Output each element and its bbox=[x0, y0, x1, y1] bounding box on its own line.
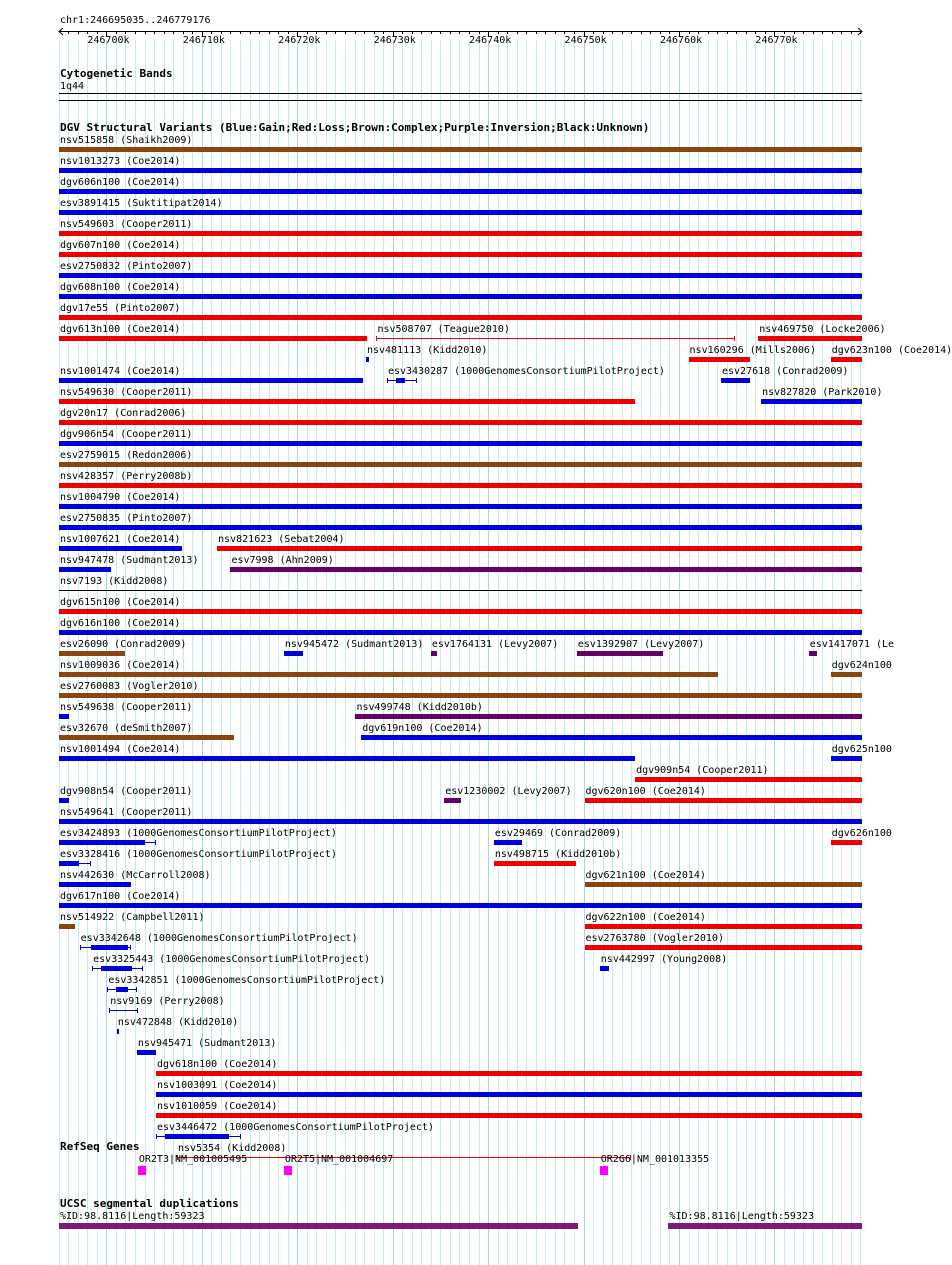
dgv-feature-bar bbox=[59, 882, 131, 887]
dgv-feature-label: dgv908n54 (Cooper2011) bbox=[60, 786, 193, 797]
ruler-tick-label: 246700k bbox=[87, 35, 130, 46]
dgv-feature-label: nsv428357 (Perry2008b) bbox=[60, 471, 193, 482]
segdup-label: %ID:98.8116|Length:59323 bbox=[669, 1211, 814, 1222]
dgv-feature-bar bbox=[156, 1113, 862, 1118]
dgv-feature-label: esv29469 (Conrad2009) bbox=[494, 828, 622, 839]
dgv-feature-label: nsv1007621 (Coe2014) bbox=[60, 534, 181, 545]
ruler-tick-label: 246710k bbox=[182, 35, 225, 46]
dgv-feature-label: nsv1010059 (Coe2014) bbox=[157, 1101, 278, 1112]
dgv-feature-bar bbox=[689, 357, 750, 362]
refseq-track-title: RefSeq Genes bbox=[60, 1140, 140, 1153]
dgv-feature-bar bbox=[444, 798, 461, 803]
dgv-feature-bar bbox=[59, 590, 862, 591]
dgv-feature-label: dgv625n100 bbox=[831, 744, 892, 755]
dgv-feature-label: nsv9169 (Perry2008) bbox=[110, 996, 225, 1007]
dgv-feature-bar bbox=[59, 903, 862, 908]
dgv-feature-label: esv3891415 (Suktitipat2014) bbox=[60, 198, 223, 209]
segdup-label: %ID:98.8116|Length:59323 bbox=[60, 1211, 205, 1222]
dgv-feature-span-cap bbox=[136, 987, 137, 992]
dgv-feature-bar bbox=[59, 819, 862, 824]
dgv-feature-label: dgv606n100 (Coe2014) bbox=[60, 177, 181, 188]
dgv-feature-label: dgv621n100 (Coe2014) bbox=[585, 870, 706, 881]
ruler-tick-label: 246750k bbox=[564, 35, 607, 46]
dgv-feature-label: dgv626n100 bbox=[831, 828, 892, 839]
refseq-gene-label: OR2T5|NM_001004697 bbox=[284, 1154, 394, 1165]
dgv-feature-label: nsv1003091 (Coe2014) bbox=[157, 1080, 278, 1091]
dgv-feature-bar bbox=[156, 1071, 862, 1076]
dgv-feature-label: dgv909n54 (Cooper2011) bbox=[636, 765, 769, 776]
dgv-feature-span-cap bbox=[92, 966, 93, 971]
dgv-feature-bar bbox=[577, 651, 663, 656]
dgv-feature-bar bbox=[59, 861, 79, 866]
dgv-feature-span-cap bbox=[90, 861, 91, 866]
dgv-feature-label: esv26090 (Conrad2009) bbox=[60, 639, 187, 650]
dgv-feature-bar bbox=[59, 210, 862, 215]
ruler-tick-label: 246730k bbox=[373, 35, 416, 46]
dgv-feature-label: dgv608n100 (Coe2014) bbox=[60, 282, 181, 293]
dgv-feature-bar bbox=[59, 567, 111, 572]
dgv-feature-label: nsv549641 (Cooper2011) bbox=[60, 807, 193, 818]
dgv-feature-label: esv1764131 (Levy2007) bbox=[431, 639, 559, 650]
dgv-feature-label: nsv469750 (Locke2006) bbox=[759, 324, 886, 335]
dgv-feature-label: esv1230002 (Levy2007) bbox=[445, 786, 572, 797]
dgv-feature-label: dgv620n100 (Coe2014) bbox=[585, 786, 706, 797]
dgv-feature-bar bbox=[230, 567, 862, 572]
dgv-feature-label: dgv622n100 (Coe2014) bbox=[585, 912, 706, 923]
dgv-feature-label: nsv549630 (Cooper2011) bbox=[60, 387, 193, 398]
dgv-feature-label: esv1392907 (Levy2007) bbox=[577, 639, 705, 650]
dgv-feature-label: esv3325443 (1000GenomesConsortiumPilotProject) bbox=[93, 954, 371, 965]
dgv-feature-bar bbox=[721, 378, 750, 383]
dgv-feature-bar bbox=[635, 777, 862, 782]
dgv-feature-label: nsv945471 (Sudmant2013) bbox=[137, 1038, 277, 1049]
refseq-gene-label: OR2G6|NM_001013355 bbox=[600, 1154, 710, 1165]
dgv-feature-bar bbox=[431, 651, 437, 656]
dgv-feature-label: esv2759015 (Redon2006) bbox=[60, 450, 193, 461]
dgv-feature-label: dgv20n17 (Conrad2006) bbox=[60, 408, 187, 419]
dgv-feature-bar bbox=[156, 1092, 862, 1097]
segdup-track-title: UCSC segmental duplications bbox=[60, 1197, 239, 1210]
dgv-feature-bar bbox=[59, 630, 862, 635]
dgv-feature-bar bbox=[59, 651, 125, 656]
dgv-feature-label: dgv616n100 (Coe2014) bbox=[60, 618, 181, 629]
dgv-feature-span-line bbox=[376, 338, 735, 339]
ruler-tick-label: 246720k bbox=[278, 35, 321, 46]
refseq-gene-label: OR2T3|NM_001005495 bbox=[138, 1154, 248, 1165]
dgv-feature-label: nsv1013273 (Coe2014) bbox=[60, 156, 181, 167]
dgv-feature-bar bbox=[59, 924, 75, 929]
dgv-feature-bar bbox=[355, 714, 862, 719]
dgv-feature-label: nsv1001474 (Coe2014) bbox=[60, 366, 181, 377]
dgv-feature-label: dgv619n100 (Coe2014) bbox=[362, 723, 483, 734]
dgv-feature-label: esv3342648 (1000GenomesConsortiumPilotProject) bbox=[80, 933, 358, 944]
refseq-gene-exon bbox=[138, 1166, 147, 1175]
dgv-feature-label: dgv615n100 (Coe2014) bbox=[60, 597, 181, 608]
dgv-feature-bar bbox=[165, 1134, 230, 1139]
dgv-feature-bar bbox=[91, 945, 128, 950]
dgv-feature-label: nsv442997 (Young2008) bbox=[600, 954, 728, 965]
dgv-feature-span-cap bbox=[376, 336, 377, 341]
dgv-feature-bar bbox=[59, 525, 862, 530]
dgv-feature-label: nsv5354 (Kidd2008) bbox=[178, 1143, 287, 1154]
dgv-feature-label: nsv1001494 (Coe2014) bbox=[60, 744, 181, 755]
dgv-feature-label: nsv821623 (Sebat2004) bbox=[218, 534, 345, 545]
refseq-gene-exon bbox=[284, 1166, 293, 1175]
dgv-feature-bar bbox=[59, 315, 862, 320]
dgv-feature-label: esv3328416 (1000GenomesConsortiumPilotProject) bbox=[60, 849, 337, 860]
dgv-feature-span-cap bbox=[137, 1008, 138, 1013]
dgv-feature-label: nsv515858 (Shaikh2009) bbox=[60, 135, 193, 146]
dgv-feature-label: esv32670 (deSmith2007) bbox=[60, 723, 193, 734]
dgv-feature-bar bbox=[137, 1050, 156, 1055]
dgv-feature-label: nsv481113 (Kidd2010) bbox=[366, 345, 488, 356]
dgv-feature-bar bbox=[809, 651, 818, 656]
dgv-feature-label: nsv514922 (Campbell2011) bbox=[60, 912, 205, 923]
dgv-feature-bar bbox=[117, 1029, 119, 1034]
dgv-feature-label: dgv906n54 (Cooper2011) bbox=[60, 429, 193, 440]
cytoband-label: 1q44 bbox=[60, 81, 85, 92]
dgv-feature-label: dgv617n100 (Coe2014) bbox=[60, 891, 181, 902]
dgv-feature-label: nsv508707 (Teague2010) bbox=[377, 324, 510, 335]
dgv-feature-bar bbox=[284, 651, 303, 656]
dgv-feature-bar bbox=[585, 924, 862, 929]
dgv-feature-label: esv3430287 (1000GenomesConsortiumPilotProject) bbox=[387, 366, 665, 377]
dgv-feature-bar bbox=[59, 273, 862, 278]
dgv-feature-span-cap bbox=[130, 945, 131, 950]
dgv-feature-bar bbox=[59, 756, 635, 761]
dgv-feature-bar bbox=[59, 231, 862, 236]
dgv-feature-bar bbox=[59, 378, 363, 383]
segdup-bar bbox=[59, 1223, 578, 1229]
dgv-feature-bar bbox=[585, 945, 862, 950]
dgv-feature-label: nsv947478 (Sudmant2013) bbox=[60, 555, 199, 566]
dgv-feature-bar bbox=[59, 294, 862, 299]
dgv-feature-label: nsv7193 (Kidd2008) bbox=[60, 576, 169, 587]
dgv-feature-span-cap bbox=[109, 1008, 110, 1013]
dgv-track-title: DGV Structural Variants (Blue:Gain;Red:Loss;Brown:Complex;Purple:Inversion;Black:Unknown) bbox=[60, 121, 650, 134]
cytoband-line-bottom bbox=[59, 100, 862, 101]
dgv-feature-span-cap bbox=[80, 945, 81, 950]
dgv-feature-label: nsv549638 (Cooper2011) bbox=[60, 702, 193, 713]
dgv-feature-bar bbox=[585, 882, 862, 887]
dgv-feature-span-cap bbox=[734, 336, 735, 341]
dgv-feature-label: esv2763780 (Vogler2010) bbox=[585, 933, 724, 944]
dgv-feature-bar bbox=[59, 399, 635, 404]
dgv-feature-span-line bbox=[109, 1010, 138, 1011]
dgv-feature-bar bbox=[831, 672, 862, 677]
ruler-tick-label: 246770k bbox=[755, 35, 798, 46]
dgv-feature-bar bbox=[101, 966, 132, 971]
dgv-feature-label: nsv945472 (Sudmant2013) bbox=[284, 639, 424, 650]
dgv-feature-label: nsv499748 (Kidd2010b) bbox=[356, 702, 483, 713]
dgv-feature-bar bbox=[59, 462, 862, 467]
region-label: chr1:246695035..246779176 bbox=[60, 15, 211, 26]
dgv-feature-bar bbox=[59, 483, 862, 488]
dgv-feature-label: esv1417071 (Le bbox=[809, 639, 895, 650]
dgv-feature-bar bbox=[361, 735, 862, 740]
dgv-feature-label: nsv1004790 (Coe2014) bbox=[60, 492, 181, 503]
dgv-feature-bar bbox=[585, 798, 862, 803]
dgv-feature-label: esv3424893 (1000GenomesConsortiumPilotProject) bbox=[60, 828, 337, 839]
segdup-bar bbox=[668, 1223, 862, 1229]
dgv-feature-span-cap bbox=[142, 966, 143, 971]
dgv-feature-label: nsv827820 (Park2010) bbox=[762, 387, 883, 398]
dgv-feature-bar bbox=[59, 693, 862, 698]
dgv-feature-label: nsv160296 (Mills2006) bbox=[689, 345, 816, 356]
dgv-feature-bar bbox=[494, 840, 522, 845]
dgv-feature-bar bbox=[59, 609, 862, 614]
dgv-feature-label: dgv623n100 (Coe2014) bbox=[831, 345, 952, 356]
dgv-feature-bar bbox=[59, 672, 718, 677]
dgv-feature-label: nsv472848 (Kidd2010) bbox=[117, 1017, 239, 1028]
dgv-feature-bar bbox=[59, 504, 862, 509]
dgv-feature-bar bbox=[396, 378, 406, 383]
dgv-feature-bar bbox=[494, 861, 576, 866]
cytoband-line-top bbox=[59, 93, 862, 94]
dgv-feature-span-cap bbox=[416, 378, 417, 383]
dgv-feature-bar bbox=[59, 441, 862, 446]
dgv-feature-span-cap bbox=[240, 1134, 241, 1139]
dgv-feature-bar bbox=[831, 357, 862, 362]
dgv-feature-label: nsv442630 (McCarroll2008) bbox=[60, 870, 211, 881]
dgv-feature-label: dgv618n100 (Coe2014) bbox=[157, 1059, 278, 1070]
dgv-feature-span-cap bbox=[387, 378, 388, 383]
dgv-feature-label: esv3446472 (1000GenomesConsortiumPilotProject) bbox=[157, 1122, 434, 1133]
dgv-feature-label: esv3342851 (1000GenomesConsortiumPilotProject) bbox=[108, 975, 386, 986]
dgv-feature-label: esv2750835 (Pinto2007) bbox=[60, 513, 193, 524]
dgv-feature-label: esv27618 (Conrad2009) bbox=[721, 366, 849, 377]
dgv-feature-bar bbox=[366, 357, 369, 362]
dgv-feature-label: nsv498715 (Kidd2010b) bbox=[494, 849, 622, 860]
dgv-feature-label: dgv17e55 (Pinto2007) bbox=[60, 303, 181, 314]
dgv-feature-bar bbox=[59, 714, 69, 719]
dgv-feature-label: nsv549603 (Cooper2011) bbox=[60, 219, 193, 230]
dgv-feature-bar bbox=[59, 420, 862, 425]
dgv-feature-bar bbox=[831, 840, 862, 845]
dgv-feature-label: esv2750832 (Pinto2007) bbox=[60, 261, 193, 272]
dgv-feature-bar bbox=[116, 987, 128, 992]
dgv-feature-label: esv7998 (Ahn2009) bbox=[231, 555, 334, 566]
dgv-feature-label: nsv1009036 (Coe2014) bbox=[60, 660, 181, 671]
dgv-feature-bar bbox=[59, 147, 862, 152]
dgv-feature-bar bbox=[59, 252, 862, 257]
dgv-feature-bar bbox=[59, 840, 145, 845]
ruler-tick-label: 246760k bbox=[659, 35, 703, 46]
ruler-tick-label: 246740k bbox=[469, 35, 512, 46]
refseq-gene-exon bbox=[600, 1166, 609, 1175]
dgv-feature-label: dgv613n100 (Coe2014) bbox=[60, 324, 181, 335]
dgv-feature-bar bbox=[59, 546, 182, 551]
dgv-feature-bar bbox=[59, 735, 234, 740]
dgv-feature-span-cap bbox=[156, 1134, 157, 1139]
dgv-feature-span-cap bbox=[107, 987, 108, 992]
dgv-feature-bar bbox=[600, 966, 610, 971]
dgv-feature-span-cap bbox=[155, 840, 156, 845]
cytoband-track-title: Cytogenetic Bands bbox=[60, 67, 173, 80]
dgv-feature-bar bbox=[217, 546, 862, 551]
dgv-feature-bar bbox=[59, 798, 69, 803]
dgv-feature-bar bbox=[758, 336, 862, 341]
dgv-feature-bar bbox=[831, 756, 862, 761]
dgv-feature-bar bbox=[59, 189, 862, 194]
dgv-feature-bar bbox=[59, 336, 367, 341]
dgv-feature-label: esv2760083 (Vogler2010) bbox=[60, 681, 199, 692]
dgv-feature-bar bbox=[761, 399, 862, 404]
dgv-feature-label: dgv607n100 (Coe2014) bbox=[60, 240, 181, 251]
dgv-feature-label: dgv624n100 bbox=[831, 660, 892, 671]
dgv-feature-bar bbox=[59, 168, 862, 173]
